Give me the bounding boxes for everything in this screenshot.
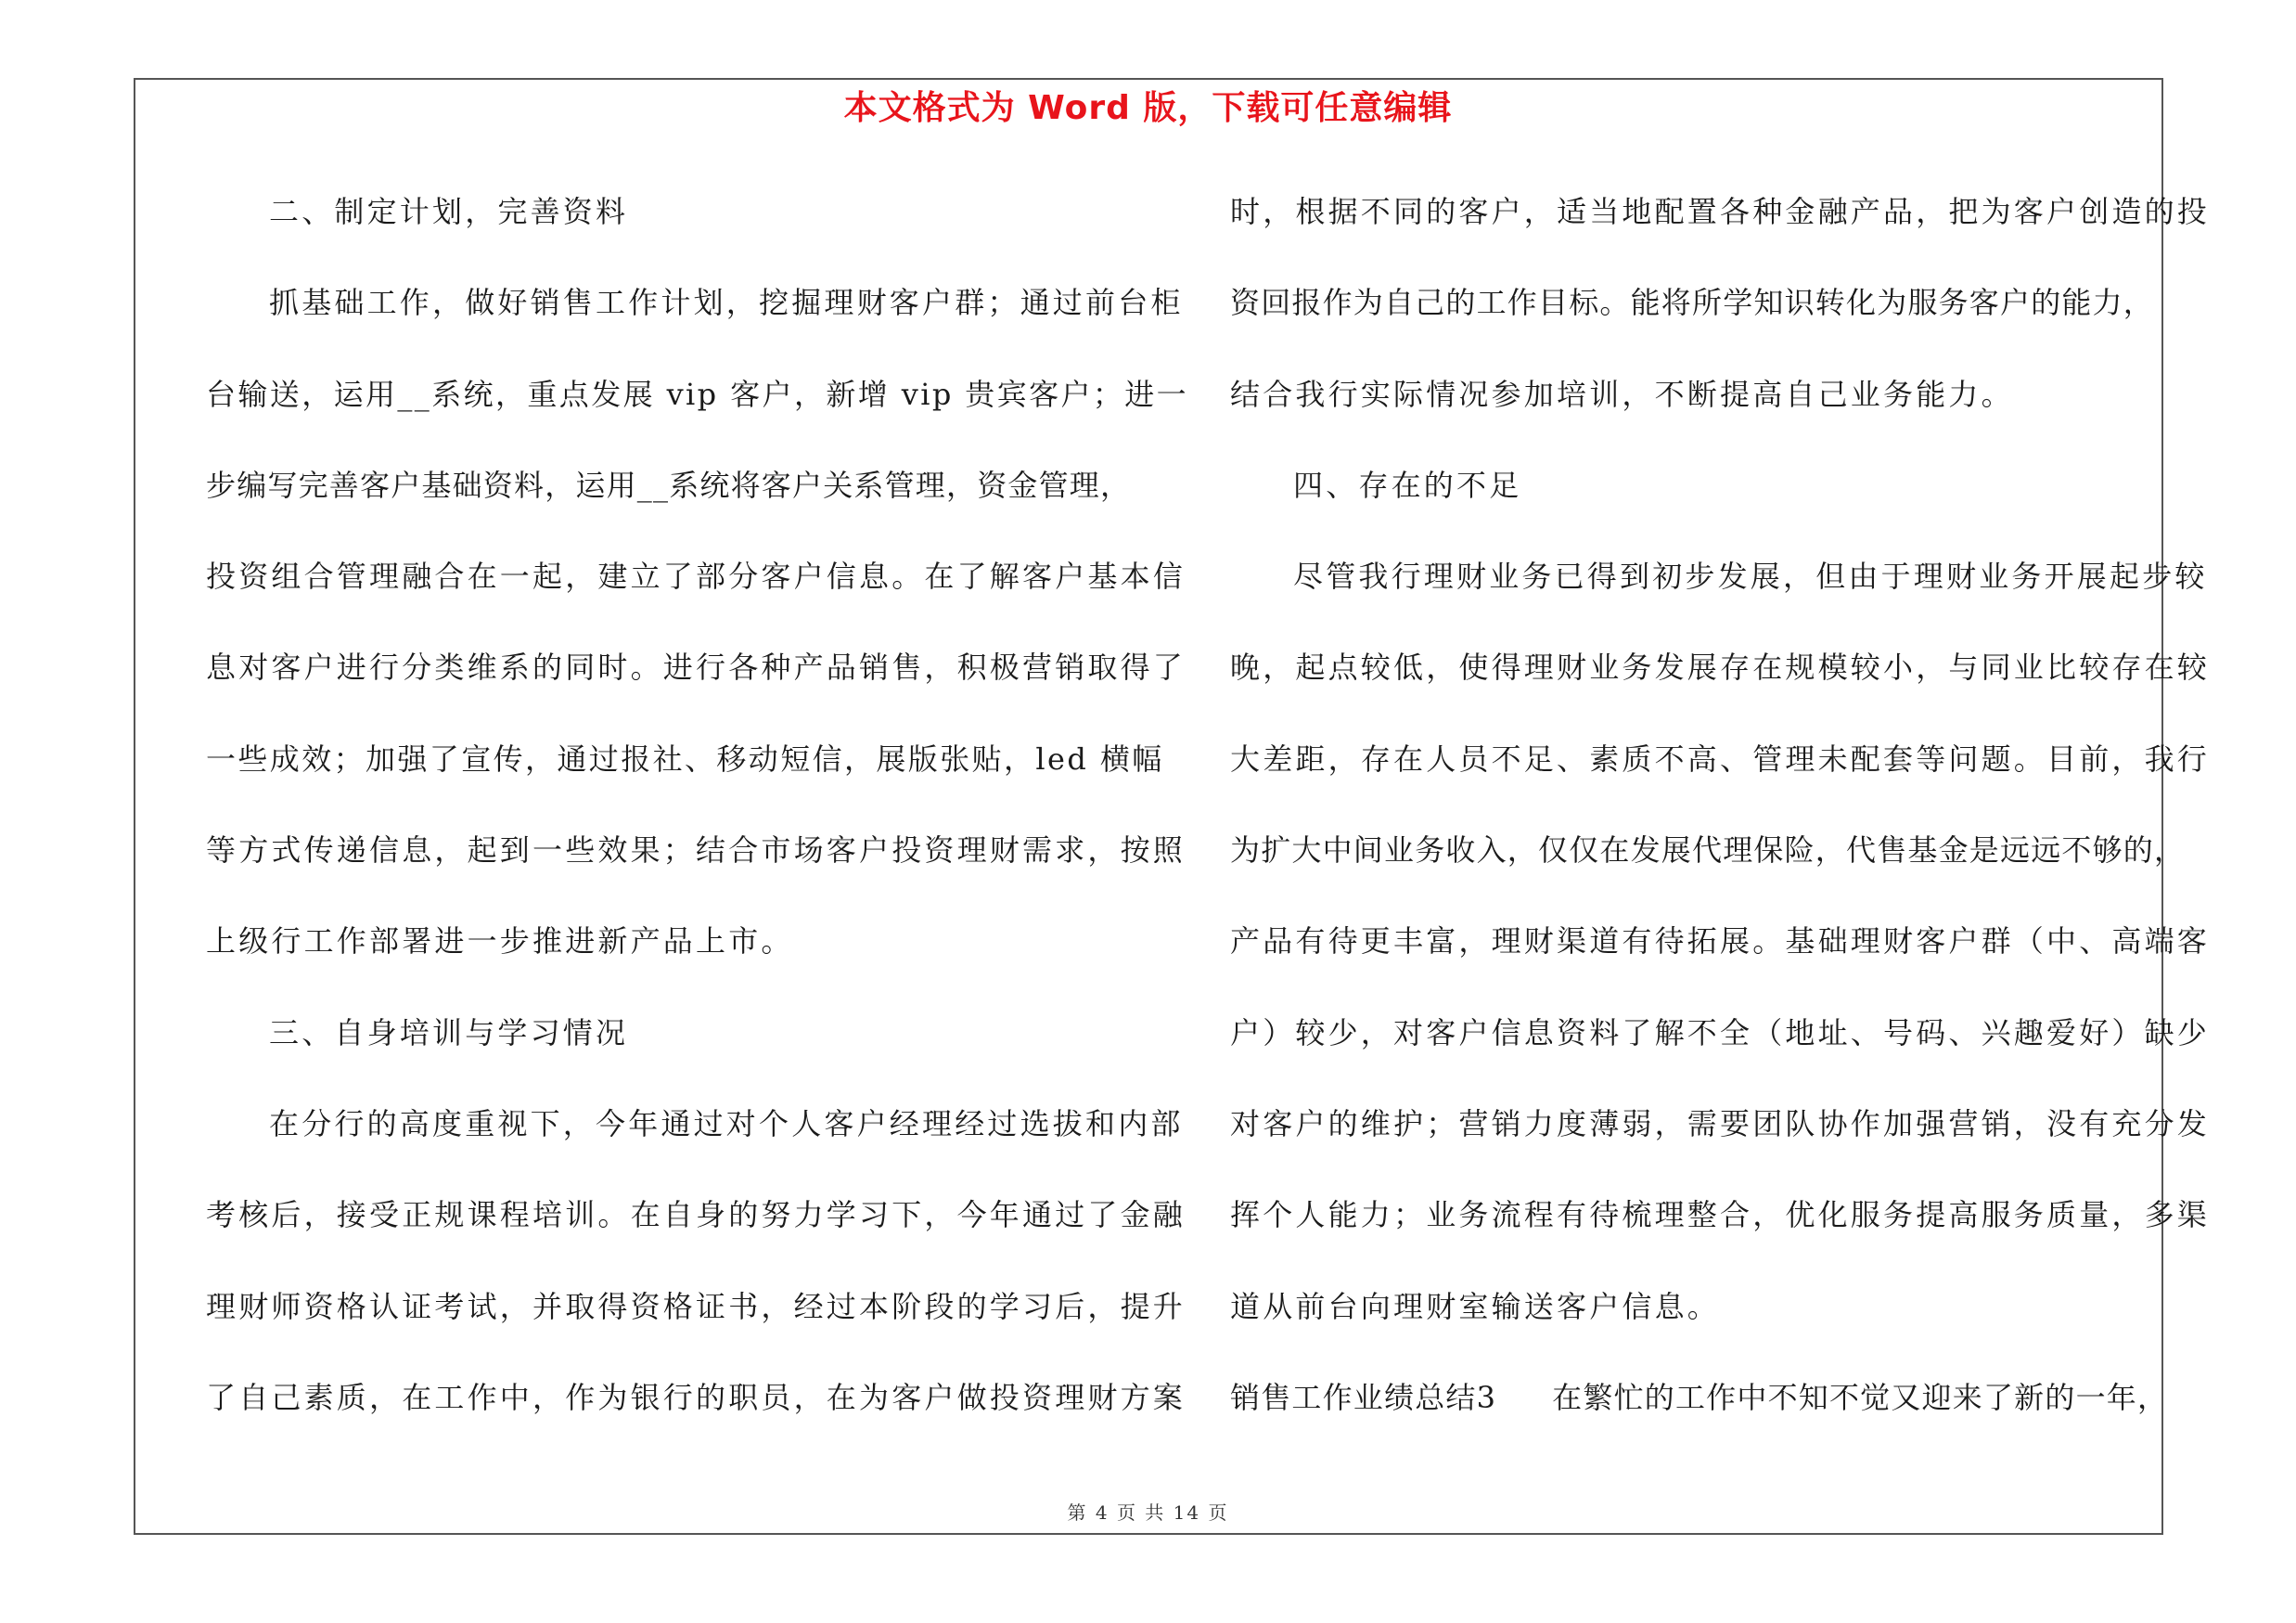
paragraph-line: 产品有待更丰富，理财渠道有待拓展。基础理财客户群（中、高端客	[1230, 923, 2211, 960]
paragraph-line: 结合我行实际情况参加培训，不断提高自己业务能力。	[1230, 376, 2014, 412]
paragraph-line: 息对客户进行分类维系的同时。进行各种产品销售，积极营销取得了	[206, 650, 1186, 686]
paragraph-line: 步编写完善客户基础资料，运用__系统将客户关系管理，资金管理，	[206, 467, 1132, 503]
paragraph-line: 抓基础工作，做好销售工作计划，挖掘理财客户群；通过前台柜	[269, 285, 1184, 321]
left-column	[206, 184, 1189, 1461]
paragraph-line: 时，根据不同的客户，适当地配置各种金融产品，把为客户创造的投	[1230, 194, 2211, 229]
next-summary-line	[1230, 1370, 2169, 1461]
paragraph-line: 晚，起点较低，使得理财业务发展存在规模较小，与同业比较存在较	[1230, 650, 2211, 686]
summary-title: 销售工作业绩总结3	[1230, 1379, 1497, 1415]
paragraph-line: 在分行的高度重视下，今年通过对个人客户经理经过选拔和内部	[269, 1105, 1184, 1141]
section-heading-training: 三、自身培训与学习情况	[269, 1014, 629, 1050]
paragraph-line: 一些成效；加强了宣传，通过报社、移动短信，展版张贴，led 横幅	[206, 741, 1164, 777]
paragraph-line: 资回报作为自己的工作目标。能将所学知识转化为服务客户的能力，	[1230, 285, 2155, 321]
paragraph-line: 投资组合管理融合在一起，建立了部分客户信息。在了解客户基本信	[206, 559, 1186, 595]
paragraph-line: 道从前台向理财室输送客户信息。	[1230, 1288, 1721, 1324]
paragraph-line: 大差距，存在人员不足、素质不高、管理未配套等问题。目前，我行	[1230, 741, 2211, 777]
paragraph-line: 挥个人能力；业务流程有待梳理整合，优化服务提高服务质量，多渠	[1230, 1197, 2211, 1233]
paragraph-line: 台输送，运用__系统，重点发展 vip 客户，新增 vip 贵宾客户；进一	[206, 376, 1189, 412]
paragraph-line: 尽管我行理财业务已得到初步发展，但由于理财业务开展起步较	[1293, 559, 2208, 595]
format-notice-banner: 本文格式为 Word 版，下载可任意编辑	[843, 89, 1453, 127]
paragraph-line: 理财师资格认证考试，并取得资格证书，经过本阶段的学习后，提升	[206, 1288, 1186, 1324]
paragraph-line: 了自己素质，在工作中，作为银行的职员，在为客户做投资理财方案	[206, 1379, 1186, 1415]
right-column	[1230, 184, 2211, 1461]
section-heading-shortcomings: 四、存在的不足	[1293, 467, 1522, 503]
section-heading-plan: 二、制定计划，完善资料	[269, 194, 629, 229]
page-number: 第 4 页 共 14 页	[1067, 1501, 1229, 1524]
paragraph-line: 为扩大中间业务收入，仅仅在发展代理保险，代售基金是远远不够的，	[1230, 832, 2186, 869]
paragraph-line: 等方式传递信息，起到一些效果；结合市场客户投资理财需求，按照	[206, 832, 1186, 869]
summary-opening-text: 在繁忙的工作中不知不觉又迎来了新的一年，	[1552, 1379, 2169, 1415]
paragraph-line: 户）较少，对客户信息资料了解不全（地址、号码、兴趣爱好）缺少	[1230, 1014, 2211, 1050]
paragraph-line: 上级行工作部署进一步推进新产品上市。	[206, 923, 794, 960]
paragraph-line: 考核后，接受正规课程培训。在自身的努力学习下，今年通过了金融	[206, 1197, 1186, 1233]
paragraph-line: 对客户的维护；营销力度薄弱，需要团队协作加强营销，没有充分发	[1230, 1105, 2211, 1141]
